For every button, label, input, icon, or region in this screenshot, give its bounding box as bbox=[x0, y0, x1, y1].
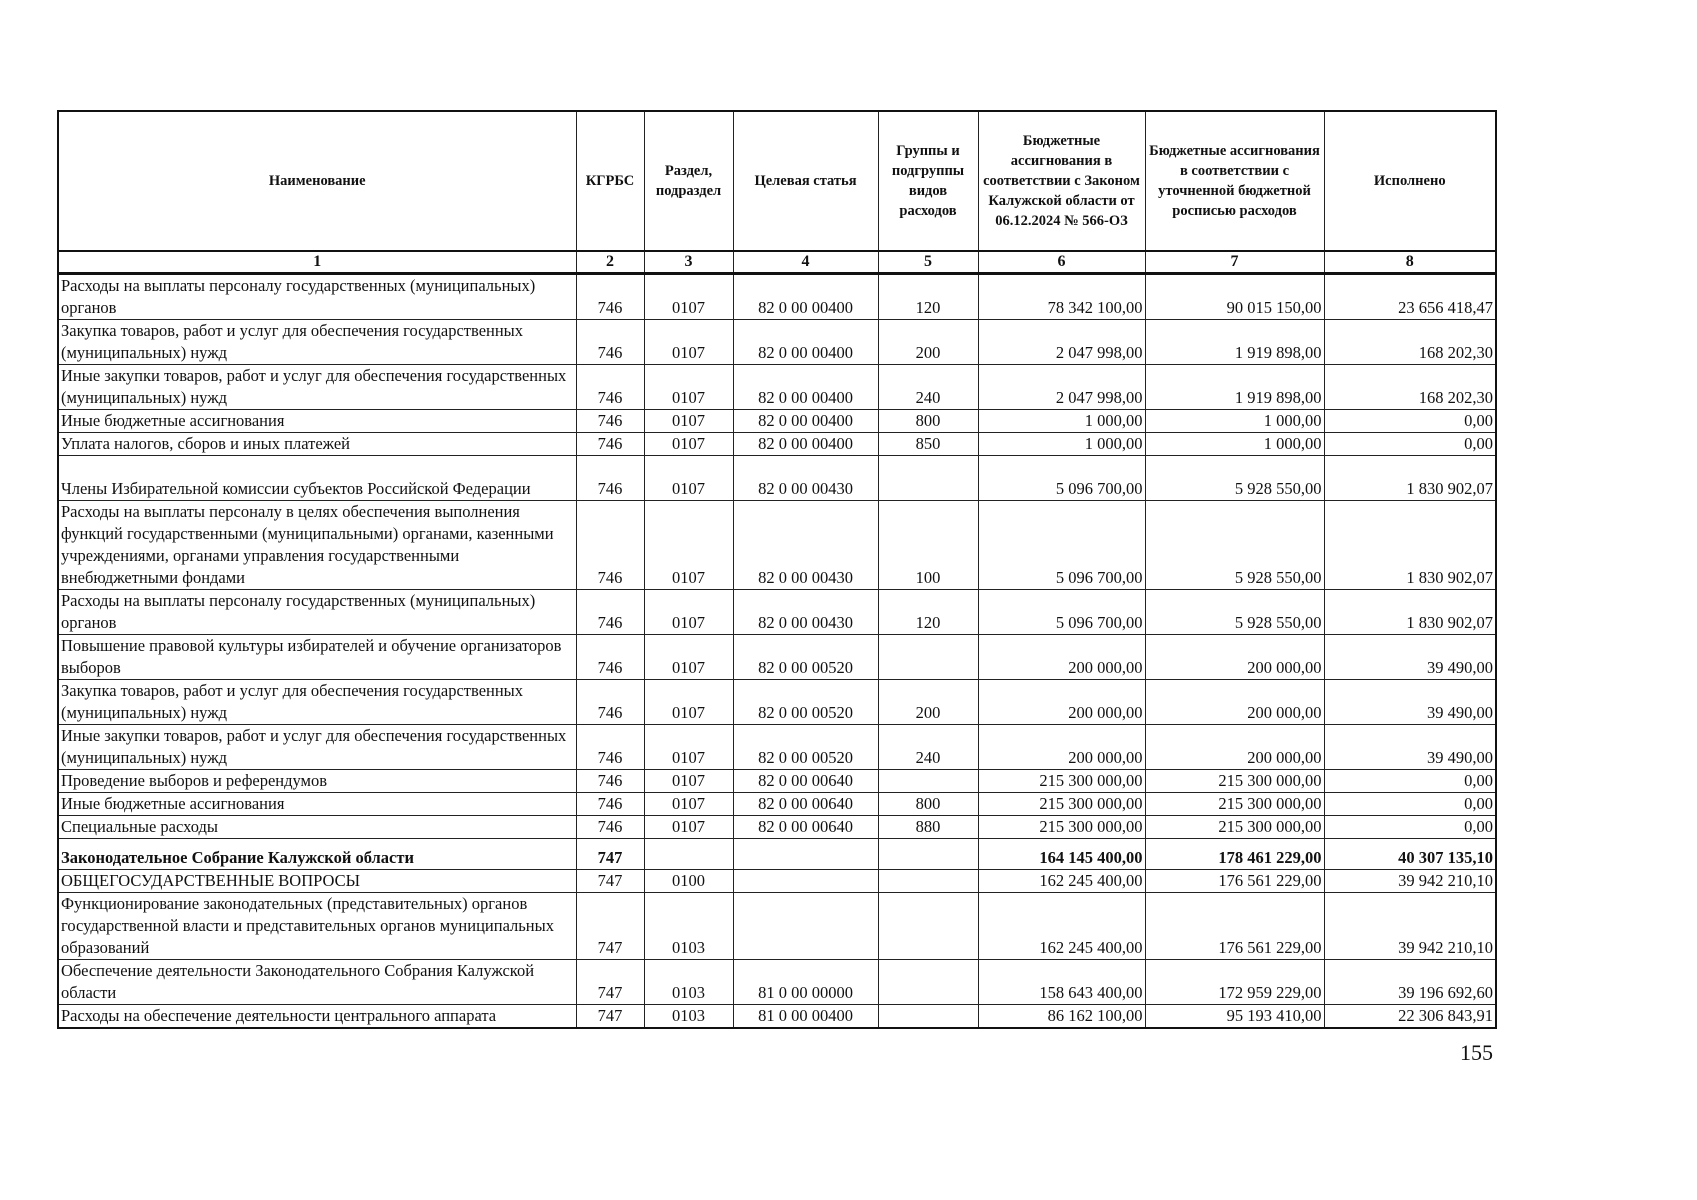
row-expense-group bbox=[878, 770, 978, 793]
row-section: 0107 bbox=[644, 590, 733, 635]
column-number: 1 bbox=[58, 251, 576, 274]
row-name: Обеспечение деятельности Законодательного Собрания Калужской области bbox=[58, 960, 576, 1005]
row-kgrbs: 747 bbox=[576, 1005, 644, 1029]
row-target-article: 81 0 00 00400 bbox=[733, 1005, 878, 1029]
row-name: Закупка товаров, работ и услуг для обеспечения государственных (муниципальных) нужд bbox=[58, 320, 576, 365]
row-section: 0107 bbox=[644, 433, 733, 456]
row-section bbox=[644, 839, 733, 870]
row-executed: 1 830 902,07 bbox=[1324, 456, 1496, 501]
row-section: 0100 bbox=[644, 870, 733, 893]
row-law-allocation: 215 300 000,00 bbox=[978, 816, 1145, 839]
row-target-article bbox=[733, 839, 878, 870]
row-target-article: 82 0 00 00520 bbox=[733, 635, 878, 680]
row-law-allocation: 200 000,00 bbox=[978, 680, 1145, 725]
row-target-article bbox=[733, 893, 878, 960]
table-row bbox=[58, 320, 1496, 365]
row-kgrbs: 746 bbox=[576, 725, 644, 770]
page-number: 155 bbox=[1460, 1040, 1493, 1065]
row-expense-group: 120 bbox=[878, 590, 978, 635]
row-name: Члены Избирательной комиссии субъектов Российской Федерации bbox=[58, 456, 576, 501]
row-kgrbs: 747 bbox=[576, 960, 644, 1005]
row-refined-allocation: 90 015 150,00 bbox=[1145, 274, 1324, 320]
table-row bbox=[58, 433, 1496, 456]
row-section: 0107 bbox=[644, 456, 733, 501]
row-expense-group bbox=[878, 456, 978, 501]
header-law-allocations: Бюджетные ассигнования в соответствии с Законом Калужской области от 06.12.2024 № 566-ОЗ bbox=[978, 111, 1145, 251]
row-kgrbs: 746 bbox=[576, 320, 644, 365]
row-kgrbs: 747 bbox=[576, 870, 644, 893]
table-row bbox=[58, 410, 1496, 433]
row-target-article: 82 0 00 00640 bbox=[733, 770, 878, 793]
row-section: 0107 bbox=[644, 793, 733, 816]
row-target-article: 82 0 00 00430 bbox=[733, 456, 878, 501]
row-expense-group bbox=[878, 635, 978, 680]
row-executed: 0,00 bbox=[1324, 793, 1496, 816]
column-number: 5 bbox=[878, 251, 978, 274]
row-refined-allocation: 5 928 550,00 bbox=[1145, 590, 1324, 635]
row-section: 0107 bbox=[644, 320, 733, 365]
row-refined-allocation: 176 561 229,00 bbox=[1145, 893, 1324, 960]
row-expense-group: 100 bbox=[878, 501, 978, 590]
row-law-allocation: 5 096 700,00 bbox=[978, 456, 1145, 501]
row-name: Иные закупки товаров, работ и услуг для обеспечения государственных (муниципальных) нужд bbox=[58, 725, 576, 770]
row-section: 0107 bbox=[644, 365, 733, 410]
row-executed: 1 830 902,07 bbox=[1324, 590, 1496, 635]
header-name: Наименование bbox=[58, 111, 576, 251]
row-name: Законодательное Собрание Калужской области bbox=[58, 839, 576, 870]
row-kgrbs: 746 bbox=[576, 456, 644, 501]
row-refined-allocation: 5 928 550,00 bbox=[1145, 456, 1324, 501]
row-law-allocation: 78 342 100,00 bbox=[978, 274, 1145, 320]
row-section: 0103 bbox=[644, 960, 733, 1005]
row-kgrbs: 746 bbox=[576, 635, 644, 680]
table-row bbox=[58, 770, 1496, 793]
row-target-article bbox=[733, 870, 878, 893]
row-refined-allocation: 1 919 898,00 bbox=[1145, 320, 1324, 365]
row-target-article: 81 0 00 00000 bbox=[733, 960, 878, 1005]
row-section: 0107 bbox=[644, 274, 733, 320]
budget-execution-table bbox=[57, 110, 1497, 1029]
row-expense-group: 880 bbox=[878, 816, 978, 839]
row-expense-group bbox=[878, 960, 978, 1005]
header-kgrbs: КГРБС bbox=[576, 111, 644, 251]
row-kgrbs: 747 bbox=[576, 839, 644, 870]
row-name: Иные бюджетные ассигнования bbox=[58, 793, 576, 816]
table-row bbox=[58, 680, 1496, 725]
row-name: ОБЩЕГОСУДАРСТВЕННЫЕ ВОПРОСЫ bbox=[58, 870, 576, 893]
row-target-article: 82 0 00 00640 bbox=[733, 793, 878, 816]
row-section: 0103 bbox=[644, 893, 733, 960]
row-section: 0103 bbox=[644, 1005, 733, 1029]
row-name: Проведение выборов и референдумов bbox=[58, 770, 576, 793]
row-law-allocation: 5 096 700,00 bbox=[978, 590, 1145, 635]
row-target-article: 82 0 00 00640 bbox=[733, 816, 878, 839]
row-name: Закупка товаров, работ и услуг для обеспечения государственных (муниципальных) нужд bbox=[58, 680, 576, 725]
row-expense-group: 240 bbox=[878, 725, 978, 770]
row-law-allocation: 164 145 400,00 bbox=[978, 839, 1145, 870]
row-target-article: 82 0 00 00400 bbox=[733, 274, 878, 320]
row-law-allocation: 200 000,00 bbox=[978, 725, 1145, 770]
row-executed: 39 490,00 bbox=[1324, 635, 1496, 680]
row-refined-allocation: 215 300 000,00 bbox=[1145, 770, 1324, 793]
row-expense-group bbox=[878, 1005, 978, 1029]
row-law-allocation: 215 300 000,00 bbox=[978, 793, 1145, 816]
header-executed: Исполнено bbox=[1324, 111, 1496, 251]
row-law-allocation: 5 096 700,00 bbox=[978, 501, 1145, 590]
row-name: Уплата налогов, сборов и иных платежей bbox=[58, 433, 576, 456]
table-row bbox=[58, 501, 1496, 590]
row-refined-allocation: 178 461 229,00 bbox=[1145, 839, 1324, 870]
row-target-article: 82 0 00 00400 bbox=[733, 410, 878, 433]
table-row bbox=[58, 816, 1496, 839]
row-section: 0107 bbox=[644, 410, 733, 433]
row-target-article: 82 0 00 00400 bbox=[733, 320, 878, 365]
row-section: 0107 bbox=[644, 635, 733, 680]
row-kgrbs: 746 bbox=[576, 680, 644, 725]
row-expense-group: 200 bbox=[878, 320, 978, 365]
row-kgrbs: 746 bbox=[576, 274, 644, 320]
table-row bbox=[58, 590, 1496, 635]
row-law-allocation: 86 162 100,00 bbox=[978, 1005, 1145, 1029]
row-executed: 39 942 210,10 bbox=[1324, 893, 1496, 960]
table-row bbox=[58, 870, 1496, 893]
column-number: 8 bbox=[1324, 251, 1496, 274]
header-refined-allocations: Бюджетные ассигнования в соответствии с уточненной бюджетной росписью расходов bbox=[1145, 111, 1324, 251]
row-executed: 168 202,30 bbox=[1324, 365, 1496, 410]
row-refined-allocation: 200 000,00 bbox=[1145, 635, 1324, 680]
row-law-allocation: 158 643 400,00 bbox=[978, 960, 1145, 1005]
row-executed: 0,00 bbox=[1324, 816, 1496, 839]
row-target-article: 82 0 00 00520 bbox=[733, 680, 878, 725]
row-refined-allocation: 95 193 410,00 bbox=[1145, 1005, 1324, 1029]
row-name: Расходы на выплаты персоналу государственных (муниципальных) органов bbox=[58, 274, 576, 320]
row-law-allocation: 162 245 400,00 bbox=[978, 870, 1145, 893]
table-row bbox=[58, 1005, 1496, 1029]
column-number: 4 bbox=[733, 251, 878, 274]
row-name: Расходы на выплаты персоналу в целях обеспечения выполнения функций государственными (муниципальными) органами, казенными учреждениями, органами управления государственными внебюджетными фондами bbox=[58, 501, 576, 590]
table-row bbox=[58, 893, 1496, 960]
table-row bbox=[58, 725, 1496, 770]
row-law-allocation: 200 000,00 bbox=[978, 635, 1145, 680]
row-executed: 0,00 bbox=[1324, 433, 1496, 456]
row-law-allocation: 2 047 998,00 bbox=[978, 365, 1145, 410]
row-kgrbs: 746 bbox=[576, 433, 644, 456]
row-target-article: 82 0 00 00430 bbox=[733, 501, 878, 590]
row-expense-group bbox=[878, 839, 978, 870]
row-kgrbs: 746 bbox=[576, 793, 644, 816]
row-name: Иные закупки товаров, работ и услуг для обеспечения государственных (муниципальных) нужд bbox=[58, 365, 576, 410]
row-section: 0107 bbox=[644, 816, 733, 839]
row-law-allocation: 215 300 000,00 bbox=[978, 770, 1145, 793]
row-target-article: 82 0 00 00430 bbox=[733, 590, 878, 635]
column-number-row bbox=[58, 251, 1496, 274]
row-name: Иные бюджетные ассигнования bbox=[58, 410, 576, 433]
row-executed: 39 490,00 bbox=[1324, 725, 1496, 770]
row-executed: 1 830 902,07 bbox=[1324, 501, 1496, 590]
column-number: 6 bbox=[978, 251, 1145, 274]
row-expense-group: 800 bbox=[878, 410, 978, 433]
row-refined-allocation: 1 000,00 bbox=[1145, 433, 1324, 456]
header-expense-group: Группы и подгруппы видов расходов bbox=[878, 111, 978, 251]
row-expense-group: 800 bbox=[878, 793, 978, 816]
row-refined-allocation: 215 300 000,00 bbox=[1145, 816, 1324, 839]
row-refined-allocation: 200 000,00 bbox=[1145, 680, 1324, 725]
table-row bbox=[58, 635, 1496, 680]
table-row bbox=[58, 456, 1496, 501]
row-executed: 23 656 418,47 bbox=[1324, 274, 1496, 320]
row-refined-allocation: 176 561 229,00 bbox=[1145, 870, 1324, 893]
row-executed: 39 942 210,10 bbox=[1324, 870, 1496, 893]
row-refined-allocation: 1 000,00 bbox=[1145, 410, 1324, 433]
row-target-article: 82 0 00 00400 bbox=[733, 365, 878, 410]
table-row bbox=[58, 274, 1496, 320]
row-kgrbs: 746 bbox=[576, 590, 644, 635]
row-executed: 0,00 bbox=[1324, 770, 1496, 793]
row-section: 0107 bbox=[644, 680, 733, 725]
row-executed: 22 306 843,91 bbox=[1324, 1005, 1496, 1029]
row-refined-allocation: 215 300 000,00 bbox=[1145, 793, 1324, 816]
row-refined-allocation: 200 000,00 bbox=[1145, 725, 1324, 770]
row-executed: 39 490,00 bbox=[1324, 680, 1496, 725]
table-row bbox=[58, 793, 1496, 816]
row-kgrbs: 746 bbox=[576, 501, 644, 590]
row-name: Расходы на обеспечение деятельности центрального аппарата bbox=[58, 1005, 576, 1029]
row-expense-group: 240 bbox=[878, 365, 978, 410]
row-refined-allocation: 172 959 229,00 bbox=[1145, 960, 1324, 1005]
row-law-allocation: 1 000,00 bbox=[978, 433, 1145, 456]
column-number: 2 bbox=[576, 251, 644, 274]
row-law-allocation: 162 245 400,00 bbox=[978, 893, 1145, 960]
row-law-allocation: 2 047 998,00 bbox=[978, 320, 1145, 365]
row-executed: 40 307 135,10 bbox=[1324, 839, 1496, 870]
table-row bbox=[58, 365, 1496, 410]
row-section: 0107 bbox=[644, 725, 733, 770]
row-expense-group bbox=[878, 870, 978, 893]
row-kgrbs: 746 bbox=[576, 816, 644, 839]
row-section: 0107 bbox=[644, 770, 733, 793]
row-section: 0107 bbox=[644, 501, 733, 590]
row-name: Расходы на выплаты персоналу государственных (муниципальных) органов bbox=[58, 590, 576, 635]
row-name: Функционирование законодательных (представительных) органов государственной власти и представительных органов муниципальных образований bbox=[58, 893, 576, 960]
row-target-article: 82 0 00 00520 bbox=[733, 725, 878, 770]
row-executed: 168 202,30 bbox=[1324, 320, 1496, 365]
row-executed: 0,00 bbox=[1324, 410, 1496, 433]
row-kgrbs: 746 bbox=[576, 365, 644, 410]
table-row bbox=[58, 839, 1496, 870]
row-name: Повышение правовой культуры избирателей и обучение организаторов выборов bbox=[58, 635, 576, 680]
row-expense-group: 850 bbox=[878, 433, 978, 456]
row-target-article: 82 0 00 00400 bbox=[733, 433, 878, 456]
column-number: 3 bbox=[644, 251, 733, 274]
header-row bbox=[58, 111, 1496, 251]
row-kgrbs: 746 bbox=[576, 410, 644, 433]
table-body bbox=[58, 274, 1496, 1029]
row-executed: 39 196 692,60 bbox=[1324, 960, 1496, 1005]
header-section: Раздел, подраздел bbox=[644, 111, 733, 251]
table-row bbox=[58, 960, 1496, 1005]
row-kgrbs: 747 bbox=[576, 893, 644, 960]
row-name: Специальные расходы bbox=[58, 816, 576, 839]
row-law-allocation: 1 000,00 bbox=[978, 410, 1145, 433]
header-target-article: Целевая статья bbox=[733, 111, 878, 251]
row-refined-allocation: 5 928 550,00 bbox=[1145, 501, 1324, 590]
row-expense-group: 120 bbox=[878, 274, 978, 320]
row-expense-group: 200 bbox=[878, 680, 978, 725]
row-kgrbs: 746 bbox=[576, 770, 644, 793]
row-expense-group bbox=[878, 893, 978, 960]
row-refined-allocation: 1 919 898,00 bbox=[1145, 365, 1324, 410]
column-number: 7 bbox=[1145, 251, 1324, 274]
